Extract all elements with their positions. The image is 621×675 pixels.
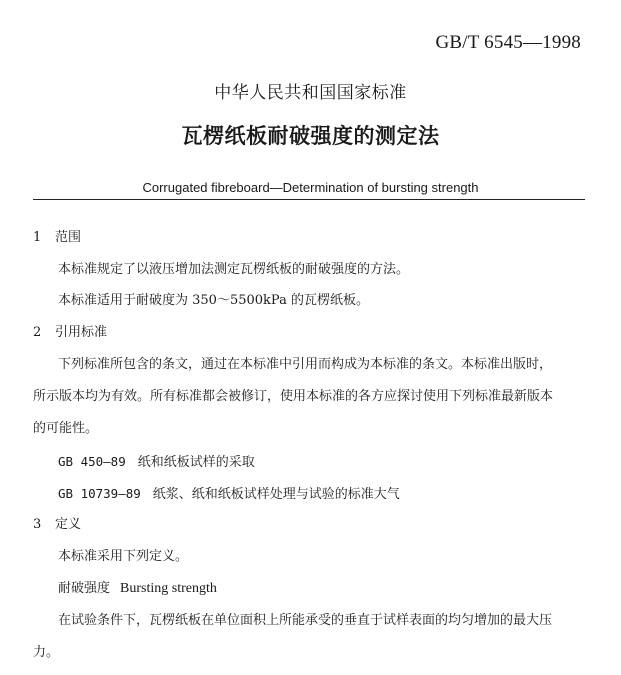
reference-item bbox=[58, 486, 400, 503]
reference-item bbox=[58, 454, 255, 471]
paragraph: 本标准规定了以液压增加法测定瓦楞纸板的耐破强度的方法。 bbox=[58, 262, 410, 277]
term-entry bbox=[58, 581, 217, 597]
issuer-line: 中华人民共和国国家标准 bbox=[214, 83, 407, 103]
title-divider bbox=[33, 199, 585, 200]
reference-title: 纸和纸板试样的采取 bbox=[137, 455, 255, 470]
section-1-heading bbox=[33, 230, 81, 246]
paragraph-line: 下列标准所包含的条文，通过在本标准中引用而构成为本标准的条文。本标准出版时， bbox=[58, 357, 553, 372]
paragraph-line: 所示版本均为有效。所有标准都会被修订，使用本标准的各方应探讨使用下列标准最新版本 bbox=[33, 389, 554, 404]
document-title: 瓦楞纸板耐破强度的测定法 bbox=[181, 124, 440, 148]
definition-line: 力。 bbox=[33, 645, 60, 660]
definition-line: 在试验条件下，瓦楞纸板在单位面积上所能承受的垂直于试样表面的均匀增加的最大压 bbox=[58, 613, 553, 628]
section-number: 1 bbox=[33, 230, 42, 245]
section-2-heading bbox=[33, 325, 107, 341]
section-number: 3 bbox=[33, 517, 42, 532]
document-title-english: Corrugated fibreboard—Determination of bursting strength bbox=[142, 180, 479, 195]
term-chinese: 耐破强度 bbox=[58, 581, 111, 596]
reference-title: 纸浆、纸和纸板试样处理与试验的标准大气 bbox=[152, 487, 400, 502]
reference-code: GB 10739—89 bbox=[58, 486, 141, 501]
paragraph-line: 的可能性。 bbox=[33, 421, 99, 436]
paragraph: 本标准适用于耐破度为 350～5500kPa 的瓦楞纸板。 bbox=[58, 293, 369, 308]
section-number: 2 bbox=[33, 325, 42, 340]
standard-number: GB/T 6545—1998 bbox=[435, 32, 581, 53]
term-english: Bursting strength bbox=[120, 581, 217, 596]
section-title: 定义 bbox=[55, 517, 82, 532]
paragraph: 本标准采用下列定义。 bbox=[58, 549, 189, 564]
reference-code: GB 450—89 bbox=[58, 454, 126, 469]
section-3-heading bbox=[33, 517, 81, 533]
section-title: 引用标准 bbox=[55, 325, 108, 340]
section-title: 范围 bbox=[55, 230, 82, 245]
